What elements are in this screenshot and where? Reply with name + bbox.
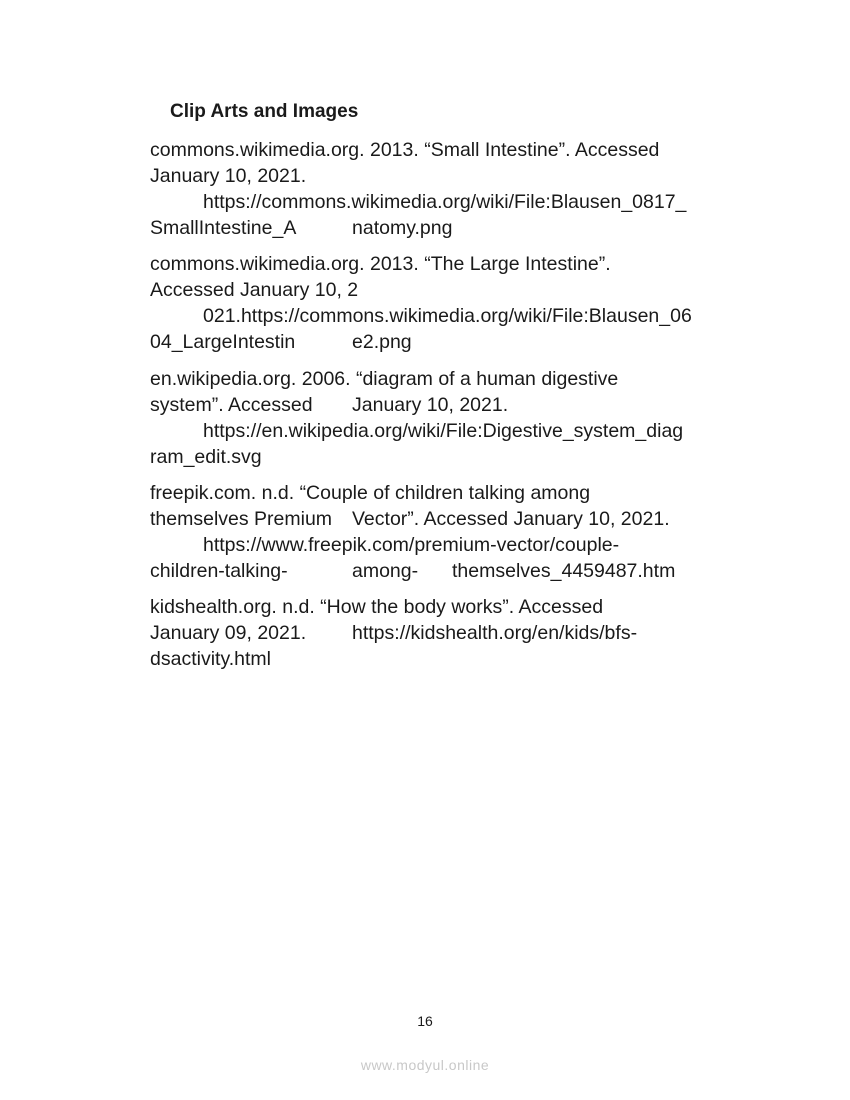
reference-text: 04_LargeIntestin — [150, 331, 296, 353]
reference-text: en.wikipedia.org. 2006. “diagram of a human digestive — [150, 368, 619, 390]
reference-url — [150, 329, 750, 355]
reference-text: e2.png — [352, 331, 412, 353]
watermark: www.modyul.online — [360, 1057, 490, 1073]
reference-line — [150, 137, 750, 163]
reference-line — [150, 620, 750, 646]
reference-text: January 10, 2021. — [150, 165, 307, 187]
reference-text: themselves Premium — [150, 508, 333, 530]
reference-text: freepik.com. n.d. “Couple of children talking among — [150, 482, 591, 504]
reference-text: https://en.wikipedia.org/wiki/File:Digestive_system_diag — [203, 420, 684, 442]
reference-line — [150, 480, 750, 506]
reference-text: https://commons.wikimedia.org/wiki/File:Blausen_0817_ — [203, 191, 687, 213]
reference-text: commons.wikimedia.org. 2013. “The Large Intestine”. — [150, 253, 611, 275]
reference-text: 021.https://commons.wikimedia.org/wiki/File:Blausen_06 — [203, 305, 692, 327]
reference-url — [203, 303, 803, 329]
reference-text: SmallIntestine_A — [150, 217, 297, 239]
reference-text: among- — [352, 560, 419, 582]
reference-text: dsactivity.html — [150, 648, 271, 670]
reference-url — [150, 558, 750, 584]
page-number: 16 — [417, 1013, 433, 1029]
reference-text: themselves_4459487.htm — [452, 560, 676, 582]
reference-text: https://www.freepik.com/premium-vector/couple- — [203, 534, 620, 556]
reference-text: kidshealth.org. n.d. “How the body works”. Accessed — [150, 596, 604, 618]
reference-line — [150, 392, 750, 418]
reference-text: commons.wikimedia.org. 2013. “Small Intestine”. Accessed — [150, 139, 660, 161]
reference-text: https://kidshealth.org/en/kids/bfs- — [352, 622, 638, 644]
reference-text: ram_edit.svg — [150, 446, 262, 468]
reference-line — [150, 594, 750, 620]
reference-line — [150, 366, 750, 392]
reference-line — [150, 506, 750, 532]
reference-url — [203, 418, 803, 444]
reference-line — [150, 277, 750, 303]
reference-line — [150, 251, 750, 277]
reference-text: January 09, 2021. — [150, 622, 307, 644]
reference-url — [203, 532, 803, 558]
reference-line — [150, 163, 750, 189]
reference-url — [150, 646, 750, 672]
reference-text: system”. Accessed — [150, 394, 313, 416]
reference-text: children-talking- — [150, 560, 288, 582]
reference-url — [150, 215, 750, 241]
reference-text: Accessed January 10, 2 — [150, 279, 359, 301]
section-heading: Clip Arts and Images — [170, 101, 359, 122]
reference-text: Vector”. Accessed January 10, 2021. — [352, 508, 670, 530]
reference-url — [150, 444, 750, 470]
reference-url — [203, 189, 803, 215]
reference-text: natomy.png — [352, 217, 453, 239]
reference-text: January 10, 2021. — [352, 394, 509, 416]
